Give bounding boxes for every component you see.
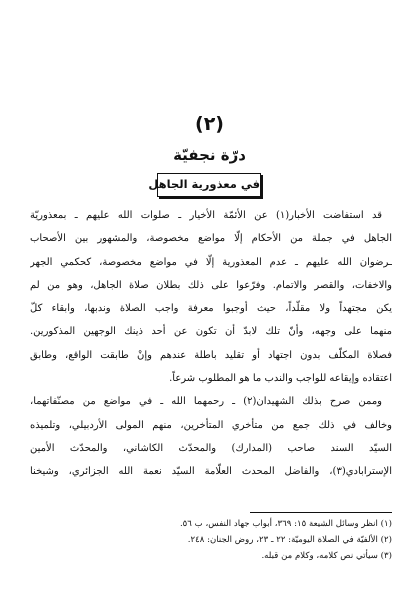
body-line: ـرضوان الله عليهم ـ عدم المعذورية إلّا في مواضع مخصوصة، كحكمي الجهر (30, 256, 392, 268)
body-line: قد استفاضت الأخبار(١) عن الأئمّة الأخيار ـ صلوات الله عليهم ـ بمعذوريّة (30, 210, 382, 221)
footnote-divider (250, 512, 392, 513)
body-line: فصلاة المكلّف بدون اجتهاد أو تقليد باطلة عندهم وإنْ طابقت الواقع، وطابق (30, 349, 392, 361)
section-subtitle: في معذورية الجاهل (157, 173, 261, 197)
chapter-title: درّة نجفيّة (173, 146, 246, 164)
footnotes (30, 516, 392, 564)
body-line: وممن صرح بذلك الشهيدان(٢) ـ رحمهما الله ـ في مواضع من مصنّفاتهما، (30, 396, 383, 408)
body-line: السيّد السند صاحب (المدارك) والمحدّث الكاشاني، والمحدّث الأمين (30, 442, 392, 454)
body-line: يكن مجتهداً ولا مقلّداً، حيث أوجبوا معرفة واجب الصلاة وندبها، وابقاء كلّ (30, 303, 392, 315)
body-line: اعتقاده وإيقاعه للواجب والندب ما هو المطلوب شرعاً. (169, 373, 392, 385)
footnote: (٣) سيأتي نص كلامه، وكلام من قبله. (261, 551, 392, 561)
body-line: والاخفات، والقصر والاتمام. وفرّعوا على ذلك بطلان صلاة الجاهل، وهو من لم (30, 279, 392, 291)
body-line: الجاهل في جملة من الأحكام إلّا مواضع مخصوصة، والمشهور بين الأصحاب (30, 233, 392, 245)
body-line: الإسترابادي(٣)، والفاضل المحدث العلّامة السيّد نعمة الله الجزائري، وشيخنا (30, 466, 392, 478)
footnote: (١) انظر وسائل الشيعة ١٥: ٣٦٩، أبواب جهاد النفس، ب ٥٦. (179, 519, 392, 529)
footnote: (٢) الألفيّة في الصلاة اليوميّة: ٢٢ ـ ٢٣، روض الجنان: ٢٤٨. (187, 535, 392, 545)
body-text (30, 204, 392, 484)
chapter-number: (٢) (195, 113, 224, 135)
body-line: وخالف في ذلك جمع من متأخري المتأخرين، منهم المولى الأردبيلي، وتلميذه (30, 419, 392, 431)
body-line: منهما على وجهه، وأنّ تلك لابدّ أن تكون عن أحد ذينك الوجهين المذكورين. (30, 326, 392, 338)
